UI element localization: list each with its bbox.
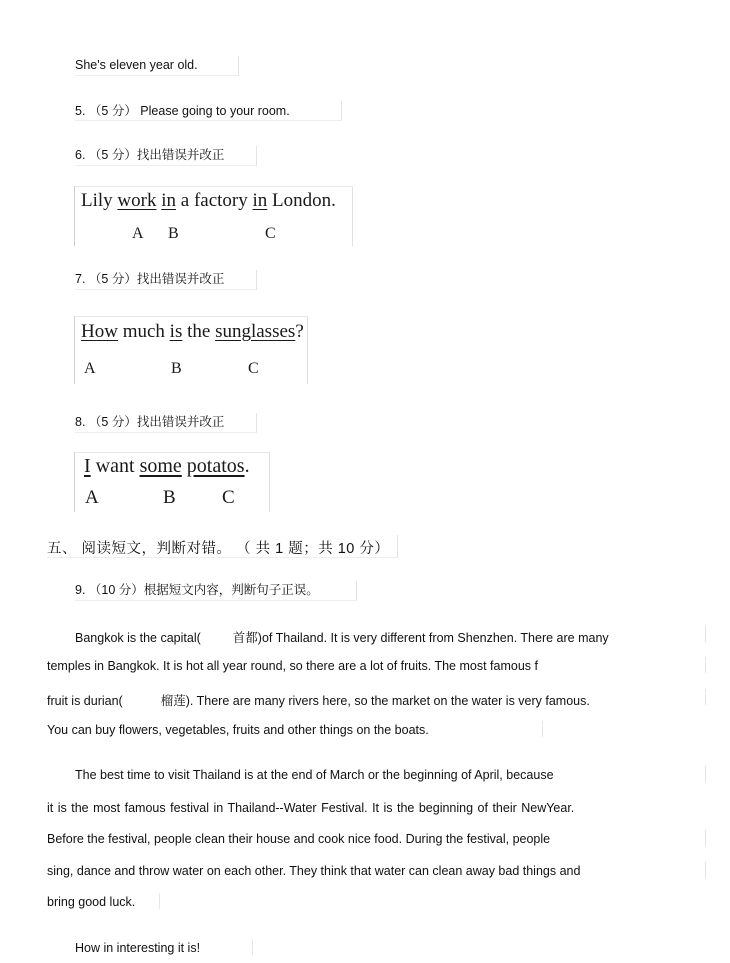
passage-line: bring good luck. xyxy=(47,895,136,909)
sentence-line: She's eleven year old. xyxy=(75,58,198,72)
text-frame xyxy=(47,535,398,558)
option-label-c: C xyxy=(265,225,276,242)
line-frame xyxy=(705,830,706,846)
passage-line: it is the most famous festival in Thailand--Water Festival. It is the beginning of their NewYear. xyxy=(47,801,575,815)
question-9: 9. （10 分）根据短文内容，判断句子正误。 xyxy=(75,583,319,597)
figure-sentence: I want some potatos. xyxy=(84,455,250,477)
passage-line: You can buy flowers, vegetables, fruits and other things on the boats. xyxy=(47,723,429,737)
passage-line: How in interesting it is! xyxy=(75,941,201,955)
text-frame xyxy=(75,146,257,166)
option-label-a: A xyxy=(85,487,99,508)
question-6-figure xyxy=(74,186,353,246)
figure-sentence: Lily work in a factory in London. xyxy=(81,190,336,211)
option-label-a: A xyxy=(84,360,96,377)
line-frame xyxy=(252,939,253,955)
option-label-b: B xyxy=(171,360,182,377)
passage-line: The best time to visit Thailand is at the end of March or the beginning of April, because xyxy=(75,768,554,782)
option-label-b: B xyxy=(168,225,179,242)
passage-line: Bangkok is the capital( 首都)of Thailand. It is very different from Shenzhen. There are many xyxy=(75,630,609,645)
line-frame xyxy=(705,766,706,782)
question-8: 8. （5 分）找出错误并改正 xyxy=(75,415,225,429)
question-8-figure xyxy=(74,452,270,512)
text-frame xyxy=(75,101,342,121)
text-frame xyxy=(75,413,257,433)
passage-line: sing, dance and throw water on each other. They think that water can clean away bad things and xyxy=(47,864,581,878)
line-frame xyxy=(705,689,706,705)
question-5: 5. （5 分） Please going to your room. xyxy=(75,104,290,118)
option-label-b: B xyxy=(163,487,176,508)
line-frame xyxy=(705,862,706,878)
line-frame xyxy=(542,721,543,737)
passage-line: fruit is durian( 榴莲). There are many rivers here, so the market on the water is very famous. xyxy=(47,693,590,708)
line-frame xyxy=(705,657,706,673)
text-frame xyxy=(75,56,239,76)
passage-line: temples in Bangkok. It is hot all year round, so there are a lot of fruits. The most famous f xyxy=(47,659,538,673)
passage-line: Before the festival, people clean their house and cook nice food. During the festival, people xyxy=(47,832,551,846)
figure-sentence: How much is the sunglasses? xyxy=(81,321,304,342)
question-6: 6. （5 分）找出错误并改正 xyxy=(75,148,225,162)
question-7-figure xyxy=(74,316,308,384)
text-frame xyxy=(75,270,257,290)
line-frame xyxy=(159,893,160,909)
option-label-c: C xyxy=(222,487,235,508)
text-frame xyxy=(75,581,357,601)
question-7: 7. （5 分）找出错误并改正 xyxy=(75,272,225,286)
option-label-c: C xyxy=(248,360,259,377)
section-heading: 五、 阅读短文，判断对错。 （ 共 1 题；共 10 分） xyxy=(47,541,390,557)
line-frame xyxy=(705,626,706,642)
option-label-a: A xyxy=(132,225,144,242)
